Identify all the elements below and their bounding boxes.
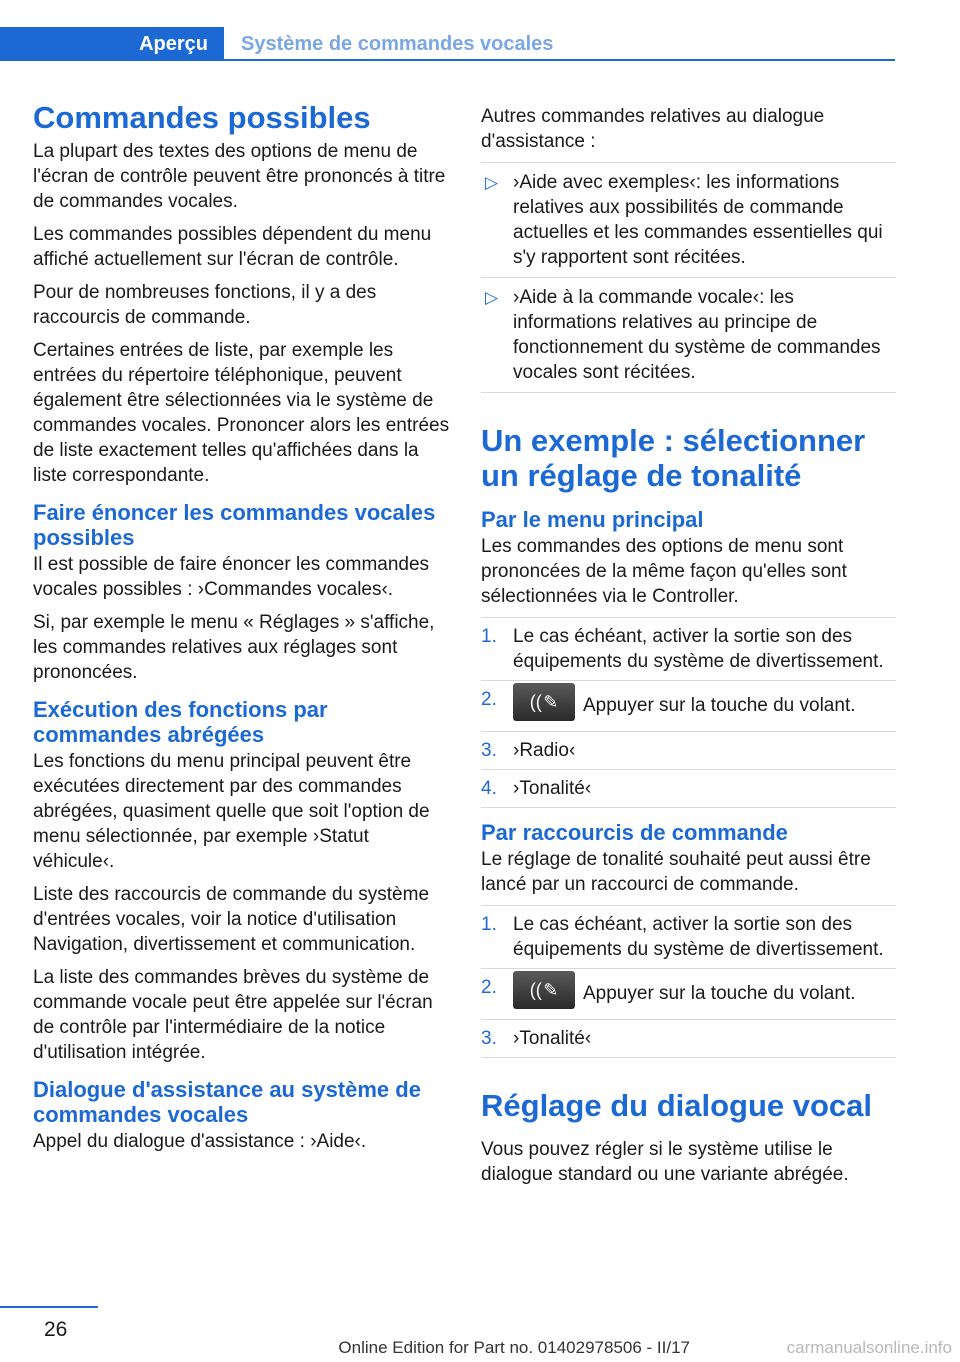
paragraph: Autres commandes relatives au dialogue d'assistance : [481, 106, 825, 152]
voice-command-button-icon: (( ✎ [513, 683, 575, 721]
subheading: Par raccourcis de commande [481, 820, 788, 845]
list-item-text: ›Aide avec exemples‹: les informations relatives aux possibilités de commande actuelles et les commandes essentielles qui s'y rapportent sont récitées. [513, 172, 883, 268]
heading-exemple: Un exemple : sélectionner un réglage de tonalité [481, 423, 866, 493]
step-number: 3. [481, 1028, 497, 1049]
paragraph: Appel du dialogue d'assistance : ›Aide‹. [33, 1131, 367, 1152]
paragraph: Les fonctions du menu principal peuvent être exécutées directement par des commandes abrégées, quasiment quelle que soit l'option de menu sélectionnée, par exemple ›Statut véhicule‹. [33, 751, 430, 872]
paragraph: Liste des raccourcis de commande du système d'entrées vocales, voir la notice d'utilisation Navigation, divertissement et communication. [33, 884, 430, 955]
step-text: ›Radio‹ [513, 740, 576, 761]
paragraph: Les commandes des options de menu sont prononcées de la même façon qu'elles sont sélectionnées via le Controller. [481, 536, 847, 607]
list-item [481, 617, 896, 681]
list-item [481, 681, 896, 732]
list-item [481, 278, 896, 393]
paragraph: Il est possible de faire énoncer les commandes vocales possibles : ›Commandes vocales‹. [33, 554, 430, 600]
subheading: Par le menu principal [481, 507, 704, 532]
step-text: Appuyer sur la touche du volant. [583, 695, 856, 717]
bullet-list [481, 162, 896, 393]
list-item [481, 732, 896, 770]
triangle-bullet-icon: ▷ [485, 288, 499, 307]
paragraph: Les commandes possibles dépendent du menu affiché actuellement sur l'écran de contrôle. [33, 224, 432, 270]
voice-command-button-icon: (( ✎ [513, 971, 575, 1009]
paragraph: Vous pouvez régler si le système utilise le dialogue standard ou une variante abrégée. [481, 1139, 849, 1185]
page-number: 26 [44, 1318, 68, 1341]
subheading: Exécution des fonctions par commandes abrégées [33, 697, 328, 747]
step-number: 3. [481, 740, 497, 761]
triangle-bullet-icon: ▷ [485, 173, 499, 192]
step-text: ›Tonalité‹ [513, 778, 592, 799]
left-column [33, 100, 451, 1162]
section-tab: Aperçu [0, 27, 224, 61]
header-rule [224, 59, 895, 61]
step-text: Le cas échéant, activer la sortie son des équipements du système de divertissement. [513, 914, 884, 960]
right-column [481, 104, 896, 1195]
paragraph: Le réglage de tonalité souhaité peut aussi être lancé par un raccourci de commande. [481, 849, 871, 895]
paragraph: La plupart des textes des options de menu de l'écran de contrôle peuvent être prononcés à titre de commandes vocales. [33, 141, 446, 212]
list-item [481, 969, 896, 1020]
list-item [481, 1020, 896, 1058]
edition-text: Online Edition for Part no. 01402978506 - II/17 [338, 1338, 690, 1357]
step-text: Appuyer sur la touche du volant. [583, 983, 856, 1005]
step-number: 2. [481, 977, 497, 998]
step-number: 4. [481, 778, 497, 799]
paragraph: Pour de nombreuses fonctions, il y a des raccourcis de commande. [33, 282, 377, 328]
section-title: Système de commandes vocales [241, 33, 554, 55]
subheading: Faire énoncer les commandes vocales possibles [33, 500, 436, 550]
step-text: Le cas échéant, activer la sortie son des équipements du système de divertissement. [513, 626, 884, 672]
paragraph: Si, par exemple le menu « Réglages » s'affiche, les commandes relatives aux réglages sont prononcées. [33, 612, 435, 683]
footer-rule [0, 1306, 98, 1308]
steps-list [481, 905, 896, 1058]
step-number: 2. [481, 689, 497, 710]
step-text: ›Tonalité‹ [513, 1028, 592, 1049]
list-item [481, 162, 896, 278]
list-item [481, 770, 896, 808]
list-item-text: ›Aide à la commande vocale‹: les informations relatives au principe de fonctionnement du système de commandes vocales sont récitées. [513, 287, 881, 383]
heading-reglage-dialogue: Réglage du dialogue vocal [481, 1088, 873, 1123]
step-number: 1. [481, 914, 497, 935]
page-header [0, 27, 895, 61]
watermark: carmanualsonline.info [786, 1338, 952, 1357]
paragraph: La liste des commandes brèves du système de commande vocale peut être appelée sur l'écran de contrôle par l'intermédiaire de la notice d'utilisation intégrée. [33, 967, 433, 1063]
paragraph: Certaines entrées de liste, par exemple les entrées du répertoire téléphonique, peuvent également être sélectionnées via le système de commandes vocales. Prononcer alors les entrées de liste exactement telles qu'affichées dans la liste correspondante. [33, 340, 450, 486]
steps-list [481, 617, 896, 808]
subheading: Dialogue d'assistance au système de commandes vocales [33, 1077, 421, 1127]
list-item [481, 905, 896, 969]
heading-commandes-possibles: Commandes possibles [33, 100, 371, 135]
step-number: 1. [481, 626, 497, 647]
